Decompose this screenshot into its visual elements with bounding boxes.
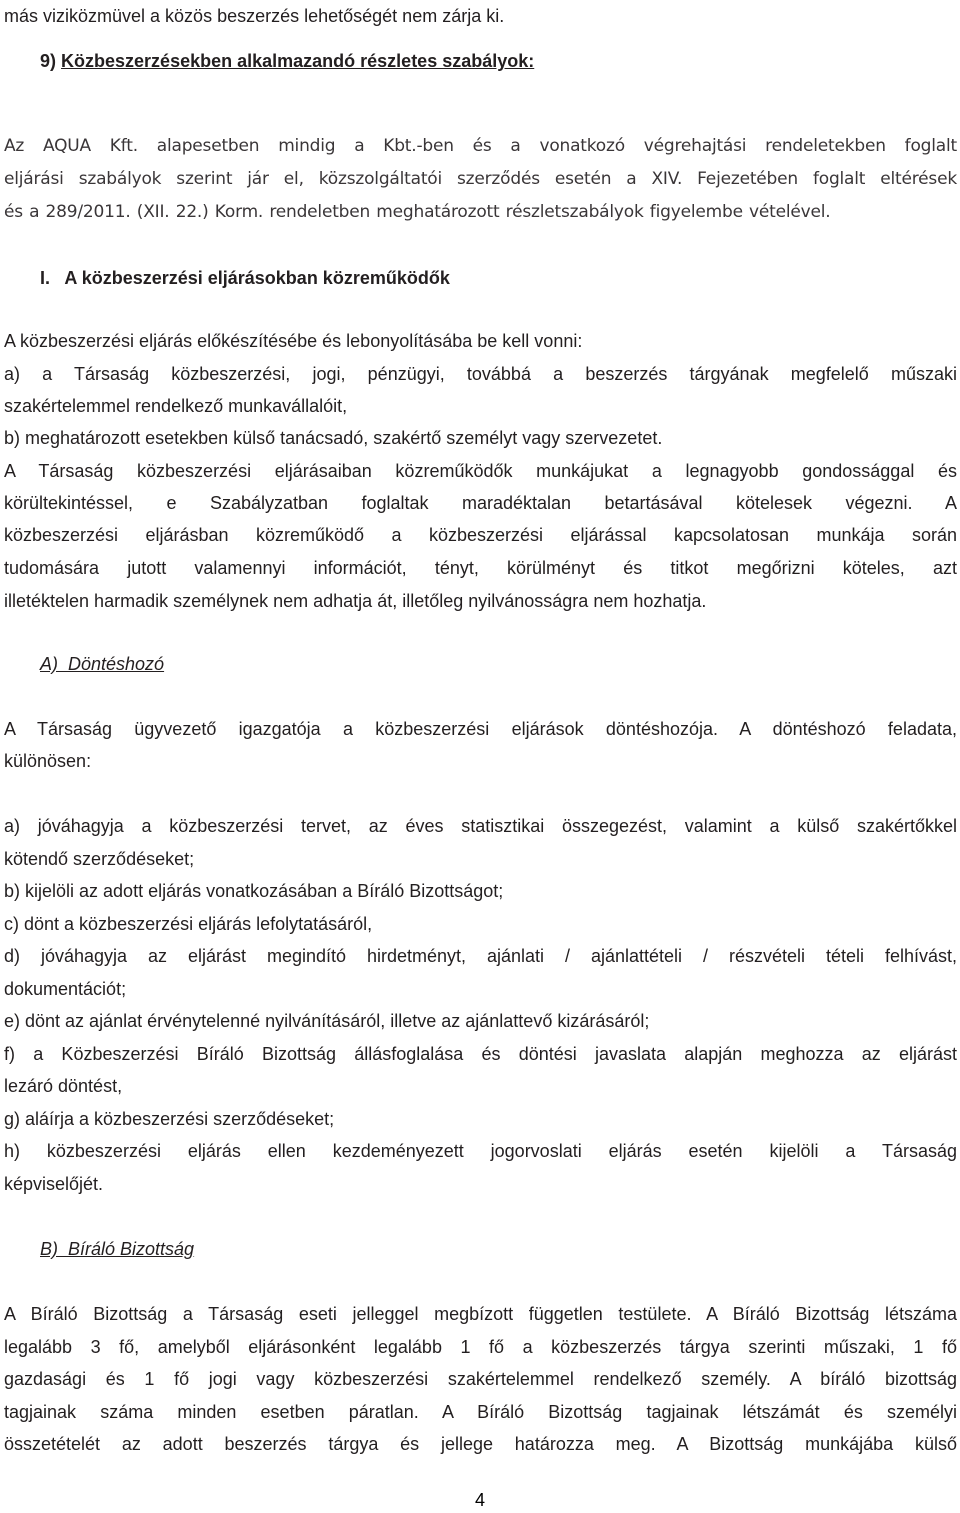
task-g: g) aláírja a közbeszerzési szerződéseket; (4, 1109, 335, 1129)
item-a-line-1: a) a Társaság közbeszerzési, jogi, pénzügyi, továbbá a beszerzés tárgyának megfelelő műszaki (4, 364, 957, 384)
task-f-line-2: lezáró döntést, (4, 1076, 123, 1096)
task-h-line-2: képviselőjét. (4, 1174, 104, 1194)
duty-line-3: közbeszerzési eljárásban közreműködő a közbeszerzési eljárással kapcsolatosan munkája során (4, 525, 957, 545)
task-b: b) kijelöli az adott eljárás vonatkozásában a Bíráló Bizottságot; (4, 881, 504, 901)
section-9-title: Közbeszerzésekben alkalmazandó részletes szabályok: (61, 51, 535, 71)
decider-line-1: A Társaság ügyvezető igazgatója a közbeszerzési eljárások döntéshozója. A döntéshozó feladata, (4, 719, 957, 739)
rules-line-3: és a 289/2011. (XII. 22.) Korm. rendeletben meghatározott részletszabályok figyelembe vételével. (4, 202, 831, 222)
committee-line-2: legalább 3 fő, amelyből eljárásonként legalább 1 fő a közbeszerzés tárgya szerinti műszaki, 1 fő (4, 1337, 957, 1357)
duty-line-4: tudomására jutott valamennyi információt, tényt, körülményt és titkot megőrizni köteles, azt (4, 558, 957, 578)
intro-tail-text: más viziközmüvel a közös beszerzés lehetőségét nem zárja ki. (4, 6, 505, 26)
item-a-line-2: szakértelemmel rendelkező munkavállalóit, (4, 396, 348, 416)
duty-line-5: illetéktelen harmadik személynek nem adhatja át, illetőleg nyilvánosságra nem hozhatja. (4, 591, 707, 611)
task-d-line-1: d) jóváhagyja az eljárást megindító hirdetményt, ajánlati / ajánlattételi / részvételi tételi felhívást, (4, 946, 957, 966)
subsection-b-title: B) Bíráló Bizottság (40, 1239, 195, 1259)
involvement-intro: A közbeszerzési eljárás előkészítésébe és lebonyolításába be kell vonni: (4, 331, 583, 351)
task-h-line-1: h) közbeszerzési eljárás ellen kezdeményezett jogorvoslati eljárás esetén kijelöli a Társaság (4, 1141, 957, 1161)
section-I-number: I. (40, 268, 51, 288)
task-f-line-1: f) a Közbeszerzési Bíráló Bizottság állásfoglalása és döntési javaslata alapján meghozza az eljárást (4, 1044, 957, 1064)
committee-line-5: összetételét az adott beszerzés tárgya és jellege határozza meg. A Bizottság munkájába külső (4, 1434, 957, 1454)
item-b: b) meghatározott esetekben külső tanácsadó, szakértő személyt vagy szervezetet. (4, 428, 663, 448)
rules-line-1: Az AQUA Kft. alapesetben mindig a Kbt.-ben és a vonatkozó végrehajtási rendeletekben foglalt (4, 136, 957, 156)
duty-line-2: körültekintéssel, e Szabályzatban foglaltak maradéktalan betartásával kötelesek végezni. A (4, 493, 957, 513)
task-a-line-1: a) jóváhagyja a közbeszerzési tervet, az éves statisztikai összegezést, valamint a külső szakértőkkel (4, 816, 957, 836)
section-I-title: A közbeszerzési eljárásokban közreműködők (64, 268, 450, 288)
section-I-heading (4, 262, 960, 295)
section-9-number: 9) (40, 51, 57, 71)
committee-line-4: tagjainak száma minden esetben páratlan. A Bíráló Bizottság tagjainak létszámát és személyi (4, 1402, 957, 1422)
committee-line-1: A Bíráló Bizottság a Társaság eseti jelleggel megbízott független testülete. A Bíráló Bizottság létszáma (4, 1304, 957, 1324)
rules-line-2: eljárási szabályok szerint jár el, közszolgáltatói szerződés esetén a XIV. Fejezetében foglalt eltérések (4, 169, 957, 189)
task-d-line-2: dokumentációt; (4, 979, 127, 999)
task-a-line-2: kötendő szerződéseket; (4, 849, 195, 869)
page-number: 4 (474, 1490, 485, 1510)
duty-line-1: A Társaság közbeszerzési eljárásaiban közreműködők munkájukat a legnagyobb gondossággal és (4, 461, 957, 481)
decider-line-2: különösen: (4, 751, 92, 771)
committee-line-3: gazdasági és 1 fő jogi vagy közbeszerzési szakértelemmel rendelkező személy. A bíráló bizottság (4, 1369, 957, 1389)
section-9-heading (4, 45, 960, 78)
task-e: e) dönt az ajánlat érvénytelenné nyilvánításáról, illetve az ajánlattevő kizárásáról; (4, 1011, 650, 1031)
task-c: c) dönt a közbeszerzési eljárás lefolytatásáról, (4, 914, 373, 934)
subsection-a-title: A) Döntéshozó (40, 654, 165, 674)
